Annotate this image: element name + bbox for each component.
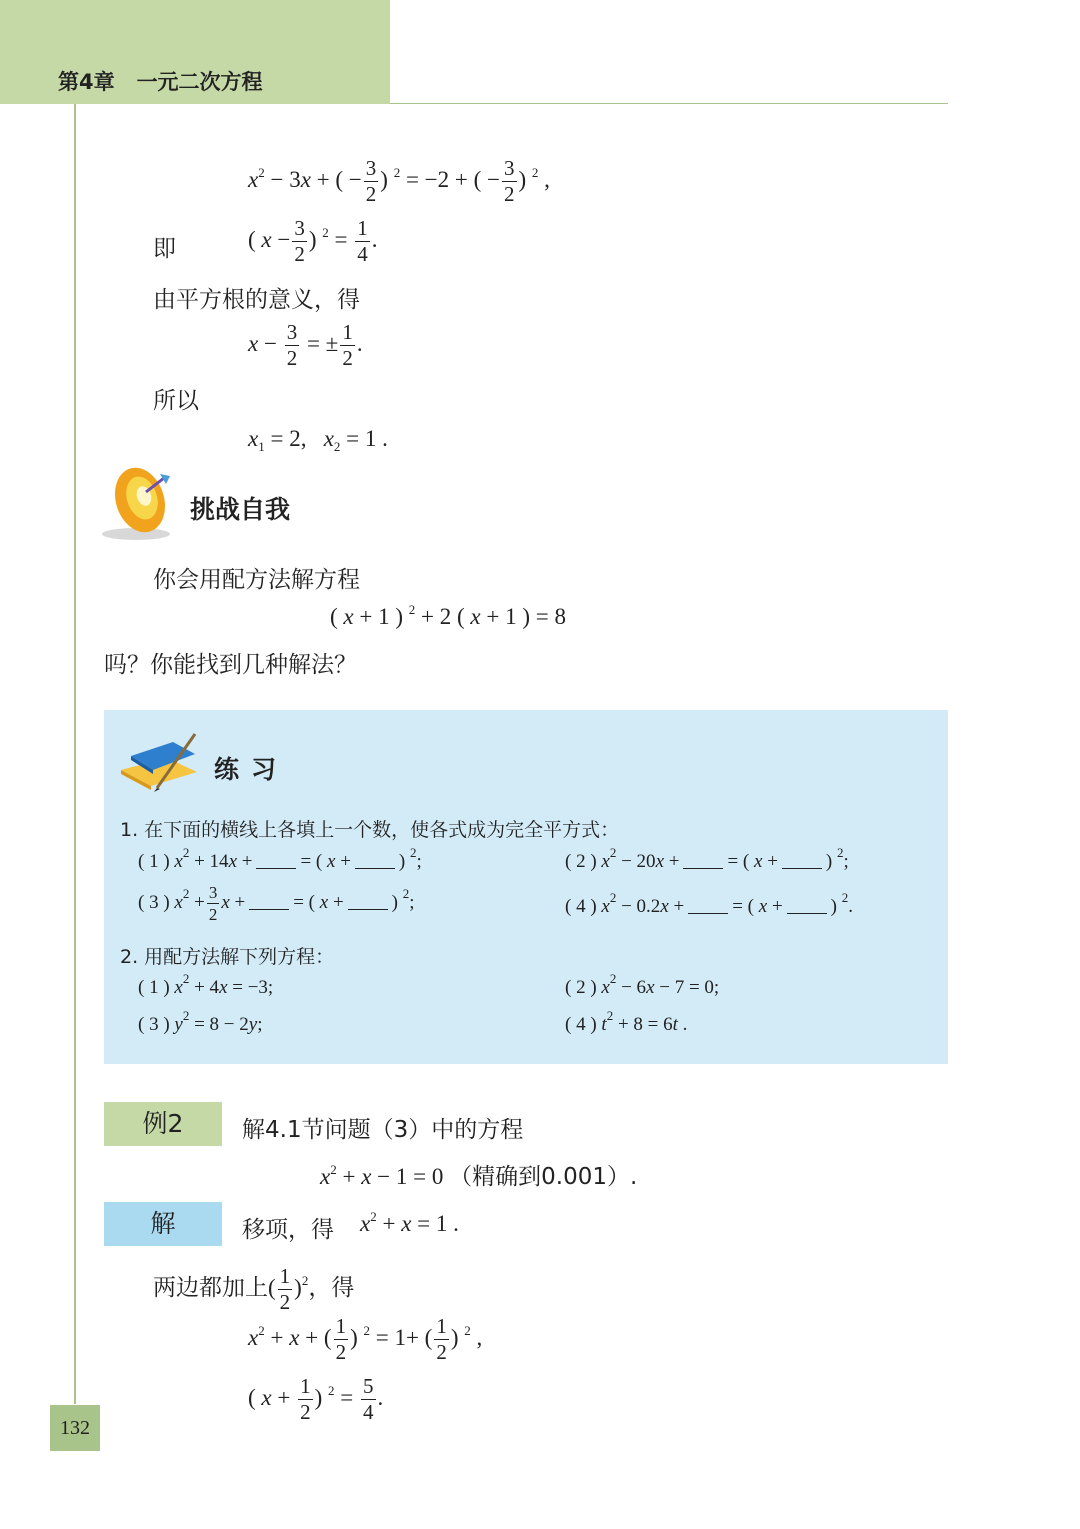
equation-sqrt: x − $\frac{3}{2}$ = ± $\frac{1}{2}$ . [248,320,363,370]
practice-q1-item3: ( 3 ) $x^2$ + $\frac{3}{2}$ x + = ( x + ) $^2$; [138,883,415,924]
solution-step2-text: 两边都加上( $\frac{1}{2}$ )$^2$，得 [153,1264,355,1314]
practice-q2-item1: ( 1 ) $x^2 + 4x = -3$; [138,971,274,998]
chapter-number: 第4章 [58,70,115,94]
margin-rule [74,104,76,1404]
example-note: （精确到0.001）. [449,1164,638,1190]
example-tag: 例2 [104,1102,222,1146]
example-equation: $x^2 + x - 1 = 0$ （精确到0.001）. [320,1162,638,1190]
equation-completing-square: $x^2 - 3x$ + ( − $\frac{3}{2}$ ) $^2$ = −2 + ( − $\frac{3}{2}$ ) $^2$ , [248,156,550,206]
chapter-heading [58,66,263,96]
practice-q1: 1. 在下面的横线上各填上一个数，使各式成为完全平方式： [120,819,620,841]
equation-square-form: ( x − $\frac{3}{2}$ ) $^2$ = $\frac{1}{4}$ . [248,216,378,266]
solution-equation-2: ( x + $\frac{1}{2}$ ) $^2$ = $\frac{5}{4}$ . [248,1374,384,1424]
equation-roots: $x_1 = 2$, $x_2 = 1$ . [248,426,388,454]
practice-q2-item4: ( 4 ) $t^2 + 8 = 6t$ . [565,1008,688,1035]
solution-step1-equation: $x^2 + x = 1$ . [360,1209,459,1236]
practice-q1-item1: ( 1 ) $x^2 + 14x$ + = ( x + ) $^2$; [138,845,422,872]
challenge-intro: 你会用配方法解方程 [153,567,360,593]
challenge-title: 挑战自我 [190,495,291,524]
text-sqrt-meaning: 由平方根的意义，得 [153,287,360,313]
solution-equation-1: $x^2 + x$ + ( $\frac{1}{2}$ ) $^2$ = 1+ ( $\frac{1}{2}$ ) $^2$ , [248,1314,483,1364]
solution-tag: 解 [104,1202,222,1246]
chapter-title: 一元二次方程 [136,70,263,94]
books-pencil-icon [117,728,203,794]
practice-q2-item2: ( 2 ) $x^2 - 6x - 7 = 0$; [565,971,720,998]
practice-q1-item2: ( 2 ) $x^2 - 20x$ + = ( x + ) $^2$; [565,845,849,872]
challenge-question: 吗？你能找到几种解法？ [104,652,357,678]
challenge-equation: ( x + 1 ) $^2$ + 2 ( x + 1 ) = 8 [330,602,566,629]
solution-step2-post: ，得 [308,1274,355,1301]
header-rule [390,103,948,104]
page-number: 132 [50,1405,100,1451]
example-text: 解4.1节问题（3）中的方程 [242,1117,524,1143]
solution-step1-text: 移项，得 [242,1217,334,1243]
practice-q2: 2. 用配方法解下列方程： [120,946,335,968]
label-suoyi: 所以 [153,388,199,414]
practice-q2-item3: ( 3 ) $y^2 = 8 - 2y$; [138,1008,263,1035]
practice-title: 练习 [214,755,289,784]
target-dart-icon [100,462,186,544]
practice-q1-item4: ( 4 ) $x^2 - 0.2x$ + = ( x + ) $^2$. [565,890,853,917]
solution-step2-pre: 两边都加上 [153,1274,268,1301]
label-ji: 即 [153,236,176,262]
